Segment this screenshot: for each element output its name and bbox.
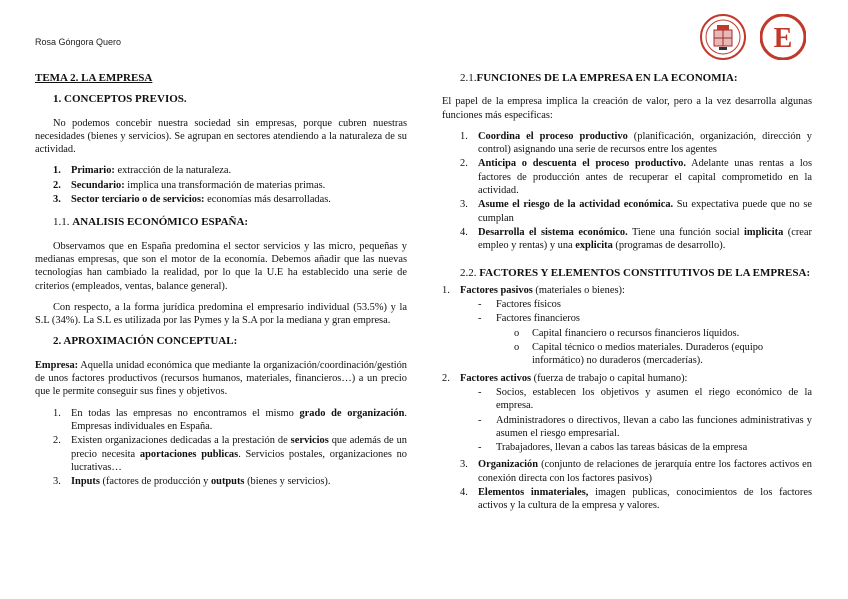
list-item: 3. Organización (conjunto de relaciones de jerarquía entre los factores activos en conexión directa con los factores pasivos) [460,459,812,484]
list-item: 2. Secundario: implica una transformación de materias primas. [53,179,326,191]
list-item: - Socios, establecen los objetivos y asumen el riego económico de la empresa. [478,386,812,412]
functions-list [442,130,812,253]
list-item: 3. Sector terciario o de servicios: economías más desarrolladas. [53,194,331,206]
sectors-list [35,164,407,206]
factors-list [442,284,812,513]
list-item: 1. Coordina el proceso productivo (planificación, organización, dirección y control) asignando una serie de recursos entre los agentes [460,130,812,156]
list-item: 3. Inputs (factores de producción y outputs (bienes y servicios). [53,476,331,488]
svg-text:E: E [773,23,793,54]
list-item: - Factores físicos [478,299,561,311]
list-item: 4. Desarrolla el sistema económico. Tiene una función social implicita (crear empleo y rentas) y una explicita (programas de desarrollo). [460,226,812,252]
list-item: o Capital financiero o recursos financieros líquidos. [514,327,740,339]
section-2-2-title: 2.2. FACTORES Y ELEMENTOS CONSTITUTIVOS DE LA EMPRESA: [460,266,811,279]
section-2-1-title: 2.1.FUNCIONES DE LA EMPRESA EN LA ECONOMIA: [460,72,738,84]
section-2-title: 2. APROXIMACIÓN CONCEPTUAL: [53,335,238,348]
list-item: - Trabajadores, llevan a cabos las tareas básicas de la empresa [478,442,748,454]
left-column [35,72,407,489]
list-item: 2. Anticipa o descuenta el proceso productivo. Adelante unas rentas a los factores de producción antes de recuperar el capital comprometido en la actividad. [460,158,812,197]
conceptual-list [35,407,407,489]
section-1-1-paragraph-2: Con respecto, a la forma jurídica predomina el empresario individual (53.5%) y la S.L (34%). La S.L es utilizada por las Pymes y la S.A por la mediana y gran empresa. [35,301,407,327]
list-item: - Administradores o directivos, llevan a cabo las funciones administrativas y asumen el riesgo empresarial. [478,414,812,439]
section-1-1-title: 1.1. ANALISIS ECONÓMICO ESPAÑA: [53,216,249,229]
list-item: 1. En todas las empresas no encontramos el mismo grado de organización. Empresas individuales en España. [53,407,407,432]
list-item: 2. Factores activos (fuerza de trabajo o capital humano): [442,372,688,384]
section-1-title: 1. CONCEPTOS PREVIOS. [53,93,187,106]
list-item: 3. Asume el riesgo de la actividad económica. Su expectativa puede que no se cumplan [460,199,812,224]
list-item: - Factores financieros [478,313,580,325]
list-item: 4. Elementos inmateriales, imagen publicas, conocimientos de los factores activos y la cultura de la empresa y valores. [460,487,812,512]
university-seal-logo [700,14,746,60]
section-1-intro: No podemos concebir nuestra sociedad sin empresas, porque cubren nuestras necesidades (bienes y servicios). Se agrupan en sectores atendiendo a la naturaleza de su actividad. [35,117,407,156]
list-item: 1. Primario: extracción de la naturaleza. [53,165,232,177]
section-2-1-intro: El papel de la empresa implica la creación de valor, pero a la vez desarrolla algunas funciones más especificas: [442,96,812,121]
list-item: 1. Factores pasivos (materiales o bienes): [442,284,625,296]
faculty-logo [760,14,806,60]
list-item: 2. Existen organizaciones dedicadas a la prestación de servicios que además de un precio necesita aportaciones publicas. Servicios postales, organizaciones no lucrativas… [53,435,408,473]
author-name: Rosa Góngora Quero [35,37,122,47]
right-column [442,72,812,514]
section-1-1-paragraph-1: Observamos que en España predomina el sector servicios y las micro, pequeñas y medianas empresas, que son el motor de la economía. Debemos añadir que las nuevas tecnologías han cambiado la realidad, por lo que la U.E ha establecido una serie de criterios (empleados, ventas, balance general). [35,240,407,292]
empresa-definition: Empresa: Aquella unidad económica que mediante la organización/coordinación/gestión de unos factores productivos (recursos humanos, materiales, financieros…) a un precio que le permite conseguir sus fines y objetivos. [35,359,407,398]
page-title: TEMA 2. LA EMPRESA [35,72,153,84]
list-item: o Capital técnico o medios materiales. Duraderos (equipo informático) no duraderos (mercaderías). [514,342,764,367]
